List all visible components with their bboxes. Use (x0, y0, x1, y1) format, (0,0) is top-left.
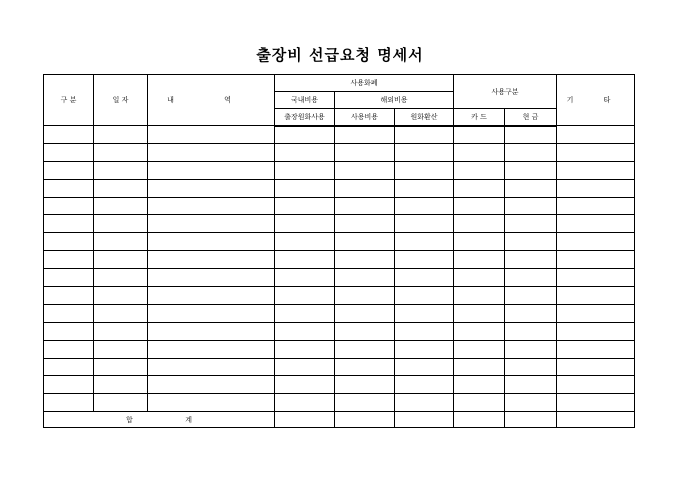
table-cell[interactable] (275, 126, 335, 144)
table-row (44, 251, 635, 269)
table-cell[interactable] (557, 376, 635, 394)
table-cell[interactable] (505, 179, 557, 197)
table-row (44, 179, 635, 197)
table-cell[interactable] (275, 233, 335, 251)
table-cell[interactable] (148, 394, 275, 412)
table-cell[interactable] (395, 215, 454, 233)
table-cell[interactable] (44, 358, 94, 376)
total-label (44, 412, 275, 428)
table-cell[interactable] (335, 197, 395, 215)
total-cell[interactable] (454, 412, 505, 428)
table-cell[interactable] (505, 394, 557, 412)
table-cell[interactable] (454, 197, 505, 215)
table-cell[interactable] (395, 126, 454, 144)
table-cell[interactable] (275, 251, 335, 269)
table-cell[interactable] (454, 251, 505, 269)
table-cell[interactable] (395, 251, 454, 269)
table-cell[interactable] (94, 197, 148, 215)
total-label-b: 계 (185, 415, 192, 424)
table-cell[interactable] (395, 143, 454, 161)
total-cell[interactable] (275, 412, 335, 428)
table-cell[interactable] (148, 126, 275, 144)
table-cell[interactable] (44, 197, 94, 215)
table-cell[interactable] (275, 161, 335, 179)
table-cell[interactable] (44, 126, 94, 144)
table-cell[interactable] (395, 197, 454, 215)
table-cell[interactable] (505, 376, 557, 394)
header-overseas-cost: 해외비용 (335, 92, 454, 109)
table-cell[interactable] (395, 322, 454, 340)
table-cell[interactable] (44, 340, 94, 358)
table-cell[interactable] (275, 269, 335, 287)
table-cell[interactable] (94, 233, 148, 251)
table-cell[interactable] (454, 322, 505, 340)
table-cell[interactable] (335, 394, 395, 412)
table-cell[interactable] (557, 179, 635, 197)
table-cell[interactable] (454, 233, 505, 251)
table-cell[interactable] (505, 340, 557, 358)
table-cell[interactable] (505, 143, 557, 161)
table-cell[interactable] (557, 143, 635, 161)
total-cell[interactable] (505, 412, 557, 428)
table-cell[interactable] (94, 304, 148, 322)
table-cell[interactable] (335, 340, 395, 358)
table-cell[interactable] (44, 287, 94, 305)
table-row (44, 376, 635, 394)
table-cell[interactable] (557, 197, 635, 215)
table-cell[interactable] (557, 287, 635, 305)
table-cell[interactable] (335, 126, 395, 144)
header-domestic-cost: 국내비용 (275, 92, 335, 109)
table-cell[interactable] (44, 269, 94, 287)
table-cell[interactable] (335, 233, 395, 251)
table-cell[interactable] (44, 376, 94, 394)
table-cell[interactable] (44, 143, 94, 161)
table-cell[interactable] (395, 179, 454, 197)
table-row (44, 304, 635, 322)
table-cell[interactable] (94, 251, 148, 269)
table-row (44, 161, 635, 179)
header-date: 일 자 (94, 75, 148, 126)
table-cell[interactable] (335, 215, 395, 233)
table-cell[interactable] (335, 161, 395, 179)
total-cell[interactable] (335, 412, 395, 428)
table-cell[interactable] (148, 215, 275, 233)
table-row (44, 269, 635, 287)
table-cell[interactable] (275, 322, 335, 340)
table-cell[interactable] (275, 179, 335, 197)
table-cell[interactable] (557, 161, 635, 179)
table-cell[interactable] (275, 287, 335, 305)
table-cell[interactable] (395, 340, 454, 358)
table-cell[interactable] (148, 376, 275, 394)
table-cell[interactable] (395, 287, 454, 305)
table-cell[interactable] (335, 251, 395, 269)
table-cell[interactable] (94, 322, 148, 340)
table-cell[interactable] (454, 143, 505, 161)
table-cell[interactable] (275, 358, 335, 376)
table-row (44, 287, 635, 305)
table-cell[interactable] (94, 376, 148, 394)
table-cell[interactable] (94, 161, 148, 179)
table-cell[interactable] (454, 394, 505, 412)
header-usage-cost: 사용비용 (335, 109, 395, 126)
table-cell[interactable] (148, 340, 275, 358)
table-cell[interactable] (505, 215, 557, 233)
table-cell[interactable] (335, 269, 395, 287)
table-cell[interactable] (505, 126, 557, 144)
table-cell[interactable] (148, 358, 275, 376)
table-cell[interactable] (395, 394, 454, 412)
table-cell[interactable] (557, 269, 635, 287)
table-cell[interactable] (94, 143, 148, 161)
table-row (44, 143, 635, 161)
table-cell[interactable] (454, 304, 505, 322)
table-cell[interactable] (44, 394, 94, 412)
table-row (44, 233, 635, 251)
table-cell[interactable] (148, 179, 275, 197)
table-cell[interactable] (395, 304, 454, 322)
table-cell[interactable] (335, 287, 395, 305)
table-row (44, 340, 635, 358)
table-cell[interactable] (44, 251, 94, 269)
table-cell[interactable] (557, 304, 635, 322)
table-cell[interactable] (335, 179, 395, 197)
table-cell[interactable] (275, 376, 335, 394)
table-cell[interactable] (44, 179, 94, 197)
header-details: 내 역 (148, 75, 275, 126)
table-cell[interactable] (275, 215, 335, 233)
table-cell[interactable] (505, 161, 557, 179)
table-cell[interactable] (275, 394, 335, 412)
total-row (44, 412, 635, 428)
table-cell[interactable] (275, 197, 335, 215)
table-row (44, 215, 635, 233)
table-cell[interactable] (557, 394, 635, 412)
table-row (44, 358, 635, 376)
table-cell[interactable] (335, 358, 395, 376)
table-cell[interactable] (454, 215, 505, 233)
table-cell[interactable] (557, 126, 635, 144)
header-row-1 (44, 75, 635, 92)
table-cell[interactable] (275, 304, 335, 322)
table-cell[interactable] (454, 287, 505, 305)
table-cell[interactable] (148, 251, 275, 269)
table-cell[interactable] (148, 233, 275, 251)
header-card: 카 드 (454, 109, 505, 126)
table-row (44, 197, 635, 215)
table-cell[interactable] (335, 376, 395, 394)
total-cell[interactable] (557, 412, 635, 428)
table-cell[interactable] (94, 126, 148, 144)
table-cell[interactable] (557, 233, 635, 251)
table-cell[interactable] (335, 143, 395, 161)
table-cell[interactable] (335, 322, 395, 340)
table-cell[interactable] (454, 340, 505, 358)
table-cell[interactable] (148, 322, 275, 340)
table-cell[interactable] (505, 233, 557, 251)
table-cell[interactable] (94, 179, 148, 197)
table-cell[interactable] (505, 287, 557, 305)
table-cell[interactable] (505, 304, 557, 322)
table-cell[interactable] (148, 161, 275, 179)
table-cell[interactable] (94, 394, 148, 412)
table-cell[interactable] (557, 340, 635, 358)
header-category: 구 분 (44, 75, 94, 126)
table-cell[interactable] (44, 233, 94, 251)
table-cell[interactable] (505, 269, 557, 287)
table-cell[interactable] (395, 376, 454, 394)
total-label-a: 합 (126, 415, 133, 424)
table-row (44, 126, 635, 144)
table-cell[interactable] (94, 340, 148, 358)
table-cell[interactable] (335, 304, 395, 322)
table-cell[interactable] (148, 269, 275, 287)
table-cell[interactable] (557, 358, 635, 376)
table-cell[interactable] (148, 143, 275, 161)
table-cell[interactable] (557, 322, 635, 340)
header-cash: 현 금 (505, 109, 557, 126)
table-cell[interactable] (44, 215, 94, 233)
table-row (44, 322, 635, 340)
table-cell[interactable] (94, 358, 148, 376)
table-cell[interactable] (454, 126, 505, 144)
table-cell[interactable] (44, 322, 94, 340)
table-cell[interactable] (557, 215, 635, 233)
table-cell[interactable] (454, 358, 505, 376)
table-cell[interactable] (395, 161, 454, 179)
header-currency-used: 사용화폐 (275, 75, 454, 92)
table-cell[interactable] (505, 358, 557, 376)
table-cell[interactable] (454, 179, 505, 197)
table-cell[interactable] (454, 269, 505, 287)
table-row (44, 394, 635, 412)
table-cell[interactable] (148, 287, 275, 305)
table-cell[interactable] (275, 143, 335, 161)
document-title: 출장비 선급요청 명세서 (256, 46, 424, 64)
table-cell[interactable] (94, 287, 148, 305)
table-cell[interactable] (505, 251, 557, 269)
table-cell[interactable] (44, 304, 94, 322)
table-cell[interactable] (395, 358, 454, 376)
table-cell[interactable] (505, 322, 557, 340)
table-cell[interactable] (454, 161, 505, 179)
header-usage-type: 사용구분 (454, 75, 557, 109)
table-cell[interactable] (148, 197, 275, 215)
table-cell[interactable] (557, 251, 635, 269)
table-cell[interactable] (148, 304, 275, 322)
total-cell[interactable] (395, 412, 454, 428)
table-cell[interactable] (395, 269, 454, 287)
table-cell[interactable] (505, 197, 557, 215)
table-cell[interactable] (454, 376, 505, 394)
header-trip-won-use: 출장원화사용 (275, 109, 335, 126)
table-cell[interactable] (44, 161, 94, 179)
table-cell[interactable] (94, 215, 148, 233)
table-cell[interactable] (395, 233, 454, 251)
table-body (44, 126, 635, 412)
header-won-conversion: 원화환산 (395, 109, 454, 126)
table-cell[interactable] (94, 269, 148, 287)
expense-table (43, 74, 635, 428)
header-other: 기 타 (557, 75, 635, 126)
table-cell[interactable] (275, 340, 335, 358)
